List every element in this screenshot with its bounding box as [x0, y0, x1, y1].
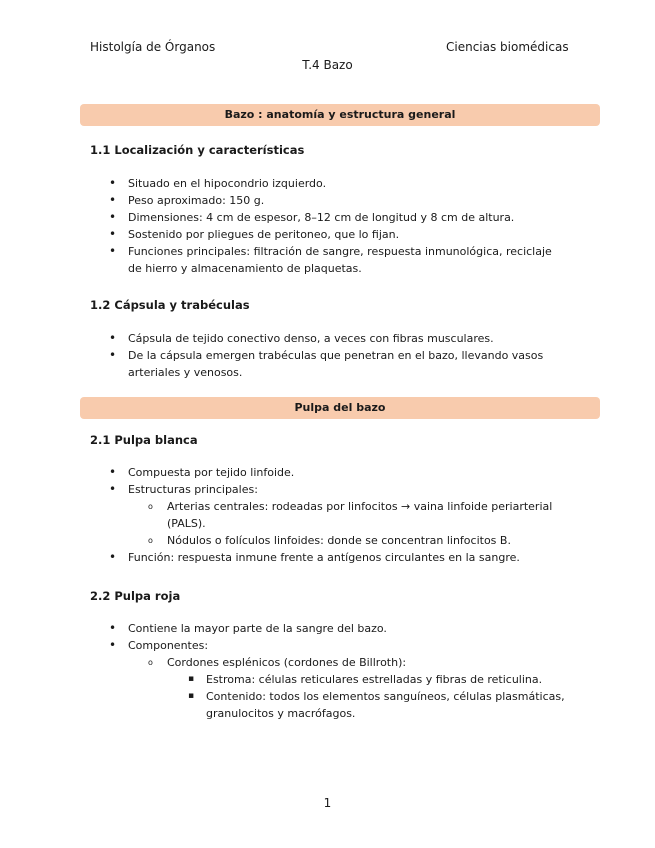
- section-band-bazo: Bazo : anatomía y estructura general: [80, 104, 600, 126]
- section-band-pulpa: Pulpa del bazo: [80, 397, 600, 419]
- list-item: • Cápsula de tejido conectivo denso, a veces con fibras musculares.: [128, 330, 568, 347]
- header-course-title: Histolgía de Órganos: [90, 40, 216, 54]
- heading-capsula: 1.2 Cápsula y trabéculas: [90, 298, 250, 312]
- list-item: • Sostenido por pliegues de peritoneo, que lo fijan.: [128, 226, 568, 243]
- list-item: • Componentes:: [128, 637, 568, 654]
- header-topic: T.4 Bazo: [302, 58, 353, 72]
- heading-pulpa-roja: 2.2 Pulpa roja: [90, 589, 181, 603]
- page-number: 1: [323, 796, 332, 810]
- list-pulpa-roja: [128, 620, 568, 722]
- header-degree: Ciencias biomédicas: [446, 40, 569, 54]
- sub-sub-list-item: ▪ Estroma: células reticulares estrelladas y fibras de reticulina.: [128, 671, 568, 688]
- list-item: • Funciones principales: filtración de sangre, respuesta inmunológica, reciclaje de hierro y almacenamiento de plaquetas.: [128, 243, 568, 277]
- sub-sub-list-item: ▪ Contenido: todos los elementos sanguíneos, células plasmáticas, granulocitos y macrófagos.: [128, 688, 568, 722]
- list-capsula: [128, 330, 568, 381]
- heading-pulpa-blanca: 2.1 Pulpa blanca: [90, 433, 198, 447]
- sub-list-item: o Arterias centrales: rodeadas por linfocitos → vaina linfoide periarterial (PALS).: [128, 498, 568, 532]
- list-item: • Contiene la mayor parte de la sangre del bazo.: [128, 620, 568, 637]
- list-item: • Estructuras principales:: [128, 481, 568, 498]
- list-item: • Situado en el hipocondrio izquierdo.: [128, 175, 568, 192]
- sub-list-item: o Nódulos o folículos linfoides: donde se concentran linfocitos B.: [128, 532, 568, 549]
- list-item: • Dimensiones: 4 cm de espesor, 8–12 cm de longitud y 8 cm de altura.: [128, 209, 568, 226]
- sub-list-item: o Cordones esplénicos (cordones de Billroth):: [128, 654, 568, 671]
- list-item: • De la cápsula emergen trabéculas que penetran en el bazo, llevando vasos arteriales y venosos.: [128, 347, 568, 381]
- list-item: • Peso aproximado: 150 g.: [128, 192, 568, 209]
- list-item: • Función: respuesta inmune frente a antígenos circulantes en la sangre.: [128, 549, 568, 566]
- list-item: • Compuesta por tejido linfoide.: [128, 464, 568, 481]
- heading-localizacion: 1.1 Localización y características: [90, 143, 305, 157]
- list-localizacion: [128, 175, 568, 277]
- list-pulpa-blanca: [128, 464, 568, 566]
